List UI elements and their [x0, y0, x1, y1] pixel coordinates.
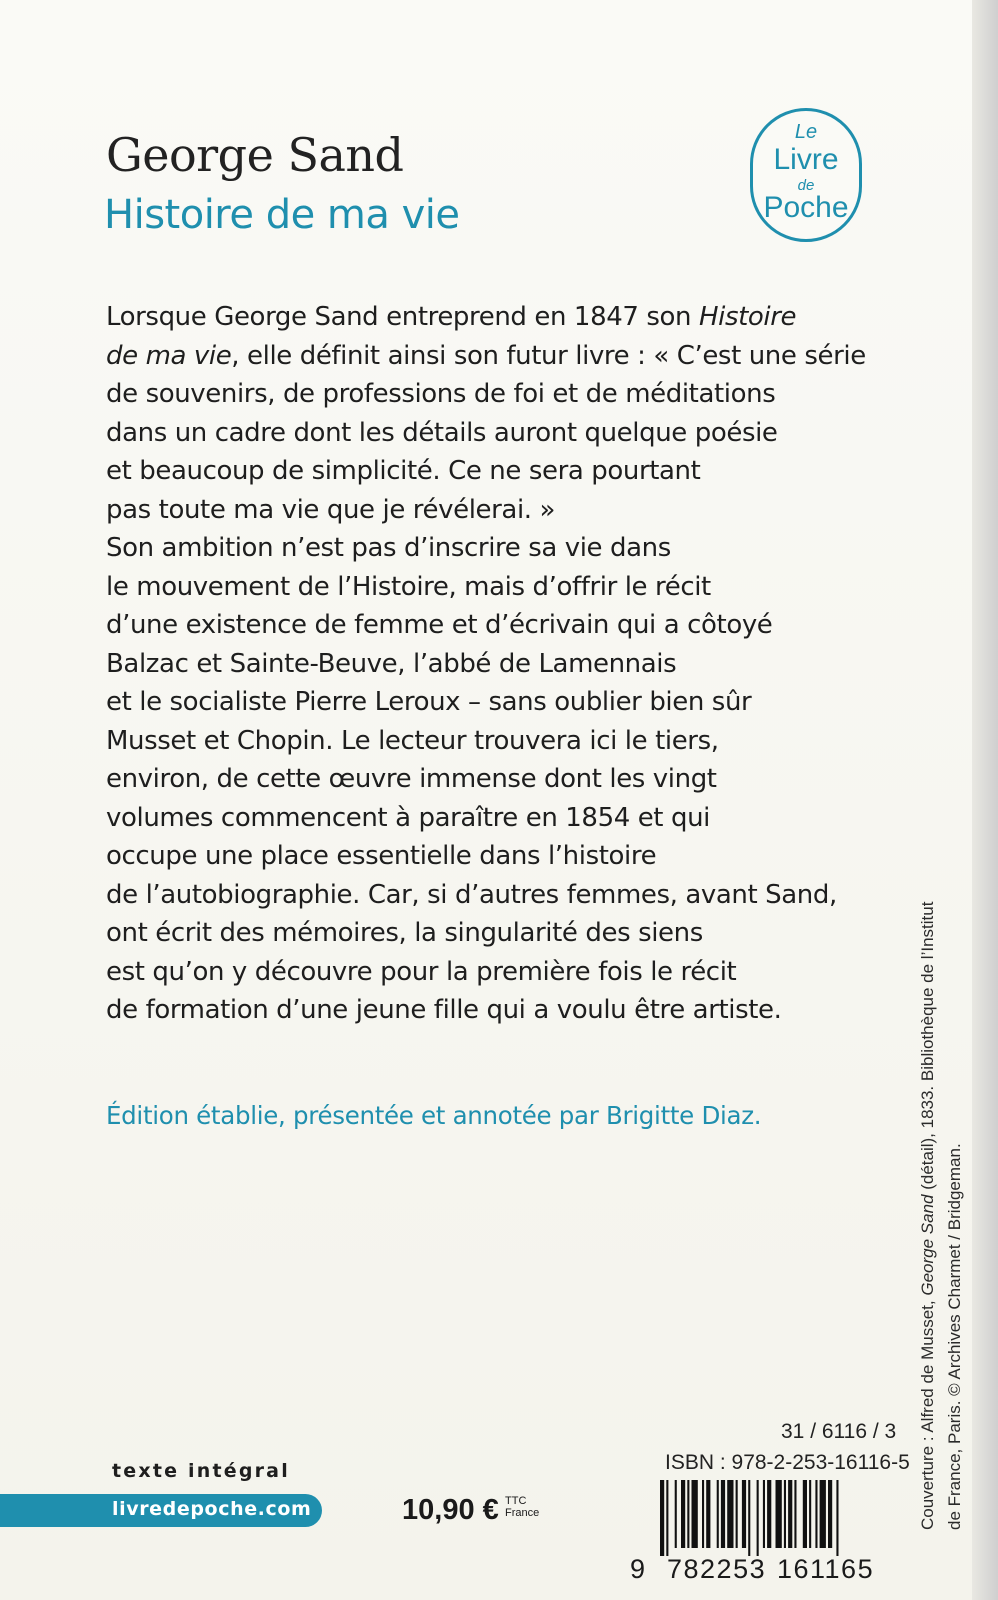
barcode-bar	[836, 1480, 838, 1556]
price-note-country: France	[505, 1507, 540, 1519]
summary-line: de formation d’une jeune fille qui a voulu être artiste.	[106, 995, 782, 1025]
barcode-bar	[788, 1480, 792, 1548]
summary-line: Balzac et Sainte-Beuve, l’abbé de Lamennais	[106, 648, 677, 679]
barcode-bar	[820, 1480, 826, 1548]
barcode-bar	[687, 1480, 689, 1548]
barcode-bar	[717, 1480, 719, 1548]
barcode-bar	[748, 1480, 750, 1556]
barcode-bar	[660, 1480, 664, 1556]
summary-line: de souvenirs, de professions de foi et de méditations	[106, 379, 776, 409]
barcode-bar	[736, 1480, 738, 1548]
barcode-bar	[815, 1480, 817, 1548]
credits-line-1: Couverture : Alfred de Musset, George Sand (détail), 1833. Bibliothèque de l’Institut	[918, 901, 937, 1530]
barcode-bar	[794, 1480, 796, 1548]
barcode-bar	[706, 1480, 710, 1548]
logo-text-le: Le	[794, 121, 818, 143]
author-name: George Sand	[106, 128, 404, 182]
credits-line-2: de France, Paris. © Archives Charmet / Bridgeman.	[945, 1143, 964, 1530]
logo-text-livre: Livre	[773, 143, 839, 176]
barcode-bar	[742, 1480, 746, 1548]
logo-text-de: de	[797, 177, 815, 194]
summary-line: environ, de cette œuvre immense dont les vingt	[106, 764, 717, 794]
barcode-bar	[702, 1480, 704, 1548]
summary-line: Musset et Chopin. Le lecteur trouvera ici le tiers,	[106, 725, 719, 756]
barcode	[660, 1480, 894, 1556]
summary-line: est qu’on y découvre pour la première fois le récit	[106, 956, 737, 987]
edition-note: Édition établie, présentée et annotée par Brigitte Diaz.	[106, 1101, 762, 1130]
barcode-bar	[721, 1480, 725, 1548]
summary-line: de l’autobiographie. Car, si d’autres femmes, avant Sand,	[106, 879, 837, 910]
barcode-bar	[828, 1480, 832, 1548]
summary-line: pas toute ma vie que je révélerai. »	[106, 494, 556, 525]
barcode-digits-group-2: 161165	[777, 1554, 875, 1584]
summary-line: le mouvement de l’Histoire, mais d’offrir le récit	[106, 571, 711, 602]
barcode-bar	[784, 1480, 786, 1548]
summary-line: volumes commencent à paraître en 1854 et qui	[106, 802, 710, 833]
cover-edge	[972, 0, 998, 1600]
summary-line: occupe une place essentielle dans l’histoire	[106, 841, 657, 871]
barcode-bar	[809, 1480, 811, 1548]
website-link[interactable]: livredepoche.com	[112, 1498, 312, 1520]
barcode-bar	[681, 1480, 685, 1548]
barcode-bar	[666, 1480, 668, 1556]
barcode-bar	[757, 1480, 759, 1556]
price-note-ttc: TTC	[505, 1495, 527, 1507]
summary-line: et le socialiste Pierre Leroux – sans oublier bien sûr	[106, 687, 752, 717]
isbn-label: ISBN : 978-2-253-16116-5	[665, 1451, 910, 1474]
texte-integral-label: texte intégral	[112, 1460, 290, 1482]
summary-line: Son ambition n’est pas d’inscrire sa vie dans	[106, 533, 671, 563]
summary-line: d’une existence de femme et d’écrivain qui a côtoyé	[106, 610, 773, 640]
summary-line: ont écrit des mémoires, la singularité des siens	[106, 918, 703, 948]
summary-line: dans un cadre dont les détails auront quelque poésie	[106, 417, 778, 448]
barcode-bar	[767, 1480, 771, 1548]
website-banner	[0, 1494, 322, 1527]
barcode-bar	[692, 1480, 698, 1548]
publisher-logo	[750, 108, 862, 242]
barcode-bar	[803, 1480, 807, 1548]
price: 10,90 €	[402, 1494, 499, 1526]
catalog-code: 31 / 6116 / 3	[781, 1420, 897, 1443]
cover-credits	[914, 870, 974, 1530]
barcode-digit-lead: 9	[630, 1554, 646, 1584]
summary-line: Lorsque George Sand entreprend en 1847 son Histoire	[106, 302, 797, 332]
price-note	[505, 1495, 539, 1519]
barcode-digits-group-1: 782253	[667, 1554, 767, 1584]
barcode-bar	[675, 1480, 677, 1548]
barcode-bar	[776, 1480, 782, 1548]
summary-line: de ma vie, elle définit ainsi son futur livre : « C’est une série	[106, 340, 866, 371]
logo-text-poche: Poche	[763, 191, 849, 224]
barcode-bar	[763, 1480, 765, 1548]
summary-text	[106, 298, 896, 1030]
summary-line: et beaucoup de simplicité. Ce ne sera pourtant	[106, 456, 701, 486]
book-title: Histoire de ma vie	[104, 192, 460, 238]
barcode-bar	[727, 1480, 733, 1548]
